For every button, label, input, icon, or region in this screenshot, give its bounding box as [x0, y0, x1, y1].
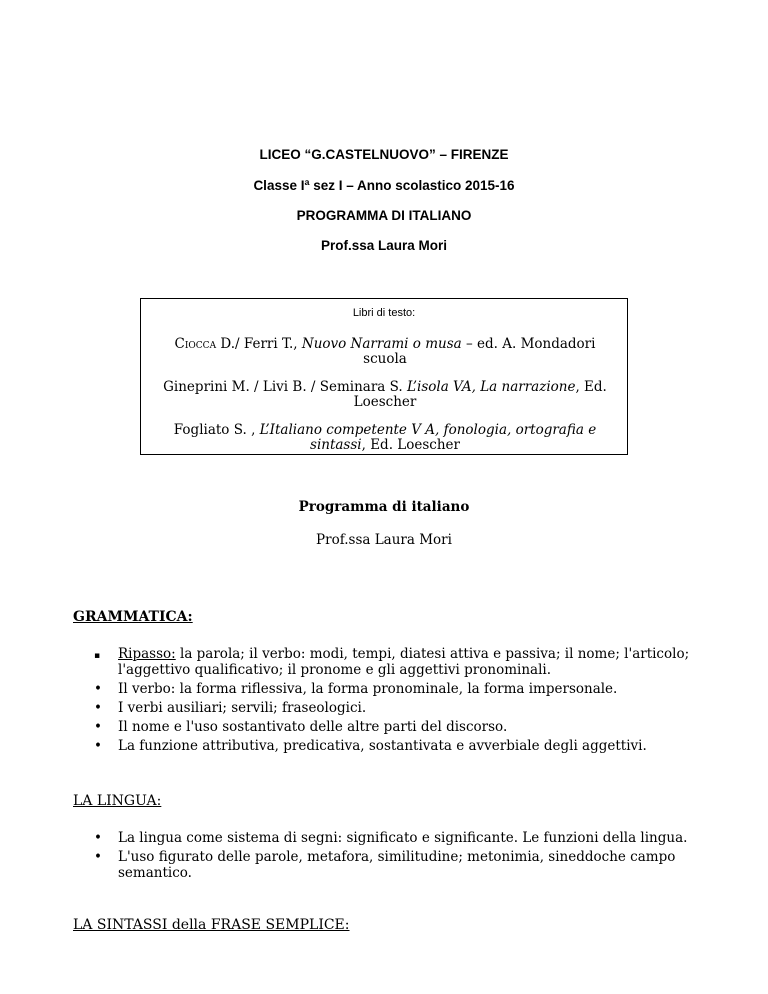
subtitle-teacher: Prof.ssa Laura Mori [316, 532, 452, 548]
grammatica-list [90, 646, 700, 754]
list-item-text: La lingua come sistema di segni: significato e significante. Le funzioni della lingua. [118, 830, 688, 846]
bullet-icon: • [94, 719, 102, 735]
section-sintassi-heading: LA SINTASSI della FRASE SEMPLICE: [73, 917, 350, 933]
list-item [90, 830, 700, 846]
textbook-3-author: Fogliato S. , [173, 422, 260, 438]
textbook-3-title: L’Italiano competente V A, fonologia, ortografia e sintassi [259, 422, 597, 453]
textbook-3-publisher: , Ed. Loescher [361, 437, 460, 453]
ripasso-text: la parola; il verbo: modi, tempi, diatesi attiva e passiva; il nome; l'articolo; l'aggettivo qualificativo; il pronome e gli aggettivi pronominali. [118, 646, 690, 678]
textbook-1-publisher: – ed. A. Mondadori scuola [363, 336, 596, 367]
textbooks-box [140, 298, 628, 455]
bullet-icon: ▪ [94, 651, 101, 661]
textbook-2-title: L’isola VA, La narrazione [407, 379, 576, 395]
list-item [90, 646, 700, 678]
lingua-list [90, 830, 700, 881]
textbook-1-author-sc: Ciocca [174, 336, 217, 352]
class-year: Classe Iª sez I – Anno scolastico 2015-16 [253, 178, 515, 193]
section-grammatica-heading: GRAMMATICA: [73, 609, 193, 625]
textbook-1-title: Nuovo Narrami o musa [301, 336, 462, 352]
section-lingua-heading: LA LINGUA: [73, 793, 162, 809]
textbook-1 [161, 337, 609, 367]
list-item-text: La funzione attributiva, predicativa, sostantivata e avverbiale degli aggettivi. [118, 738, 647, 754]
list-item-text: I verbi ausiliari; servili; fraseologici. [118, 700, 367, 716]
textbook-1-author: D./ Ferri T., [216, 336, 302, 352]
list-item-text: L'uso figurato delle parole, metafora, similitudine; metonimia, sineddoche campo semantico. [118, 849, 676, 881]
textbooks-label: Libri di testo: [352, 307, 416, 319]
list-item [90, 681, 700, 697]
list-item-text: Il verbo: la forma riflessiva, la forma pronominale, la forma impersonale. [118, 681, 618, 697]
bullet-icon: • [94, 700, 102, 716]
list-item [90, 849, 700, 881]
list-item [90, 738, 700, 754]
textbook-2-publisher: , Ed. Loescher [353, 379, 607, 410]
list-item [90, 719, 700, 735]
textbook-2-author: Gineprini M. / Livi B. / Seminara S. [163, 379, 407, 395]
program-title: PROGRAMMA DI ITALIANO [296, 208, 472, 223]
list-item [90, 700, 700, 716]
textbook-2 [161, 380, 609, 410]
list-item-text: Il nome e l'uso sostantivato delle altre parti del discorso. [118, 719, 508, 735]
textbook-3 [161, 423, 609, 453]
school-name: LICEO “G.CASTELNUOVO” – FIRENZE [259, 147, 509, 162]
bullet-icon: • [94, 681, 102, 697]
bullet-icon: • [94, 830, 102, 846]
ripasso-label: Ripasso: [118, 646, 176, 662]
bullet-icon: • [94, 738, 102, 754]
subtitle-title: Programma di italiano [298, 499, 470, 515]
bullet-icon: • [94, 849, 102, 865]
teacher-name: Prof.ssa Laura Mori [320, 238, 448, 253]
